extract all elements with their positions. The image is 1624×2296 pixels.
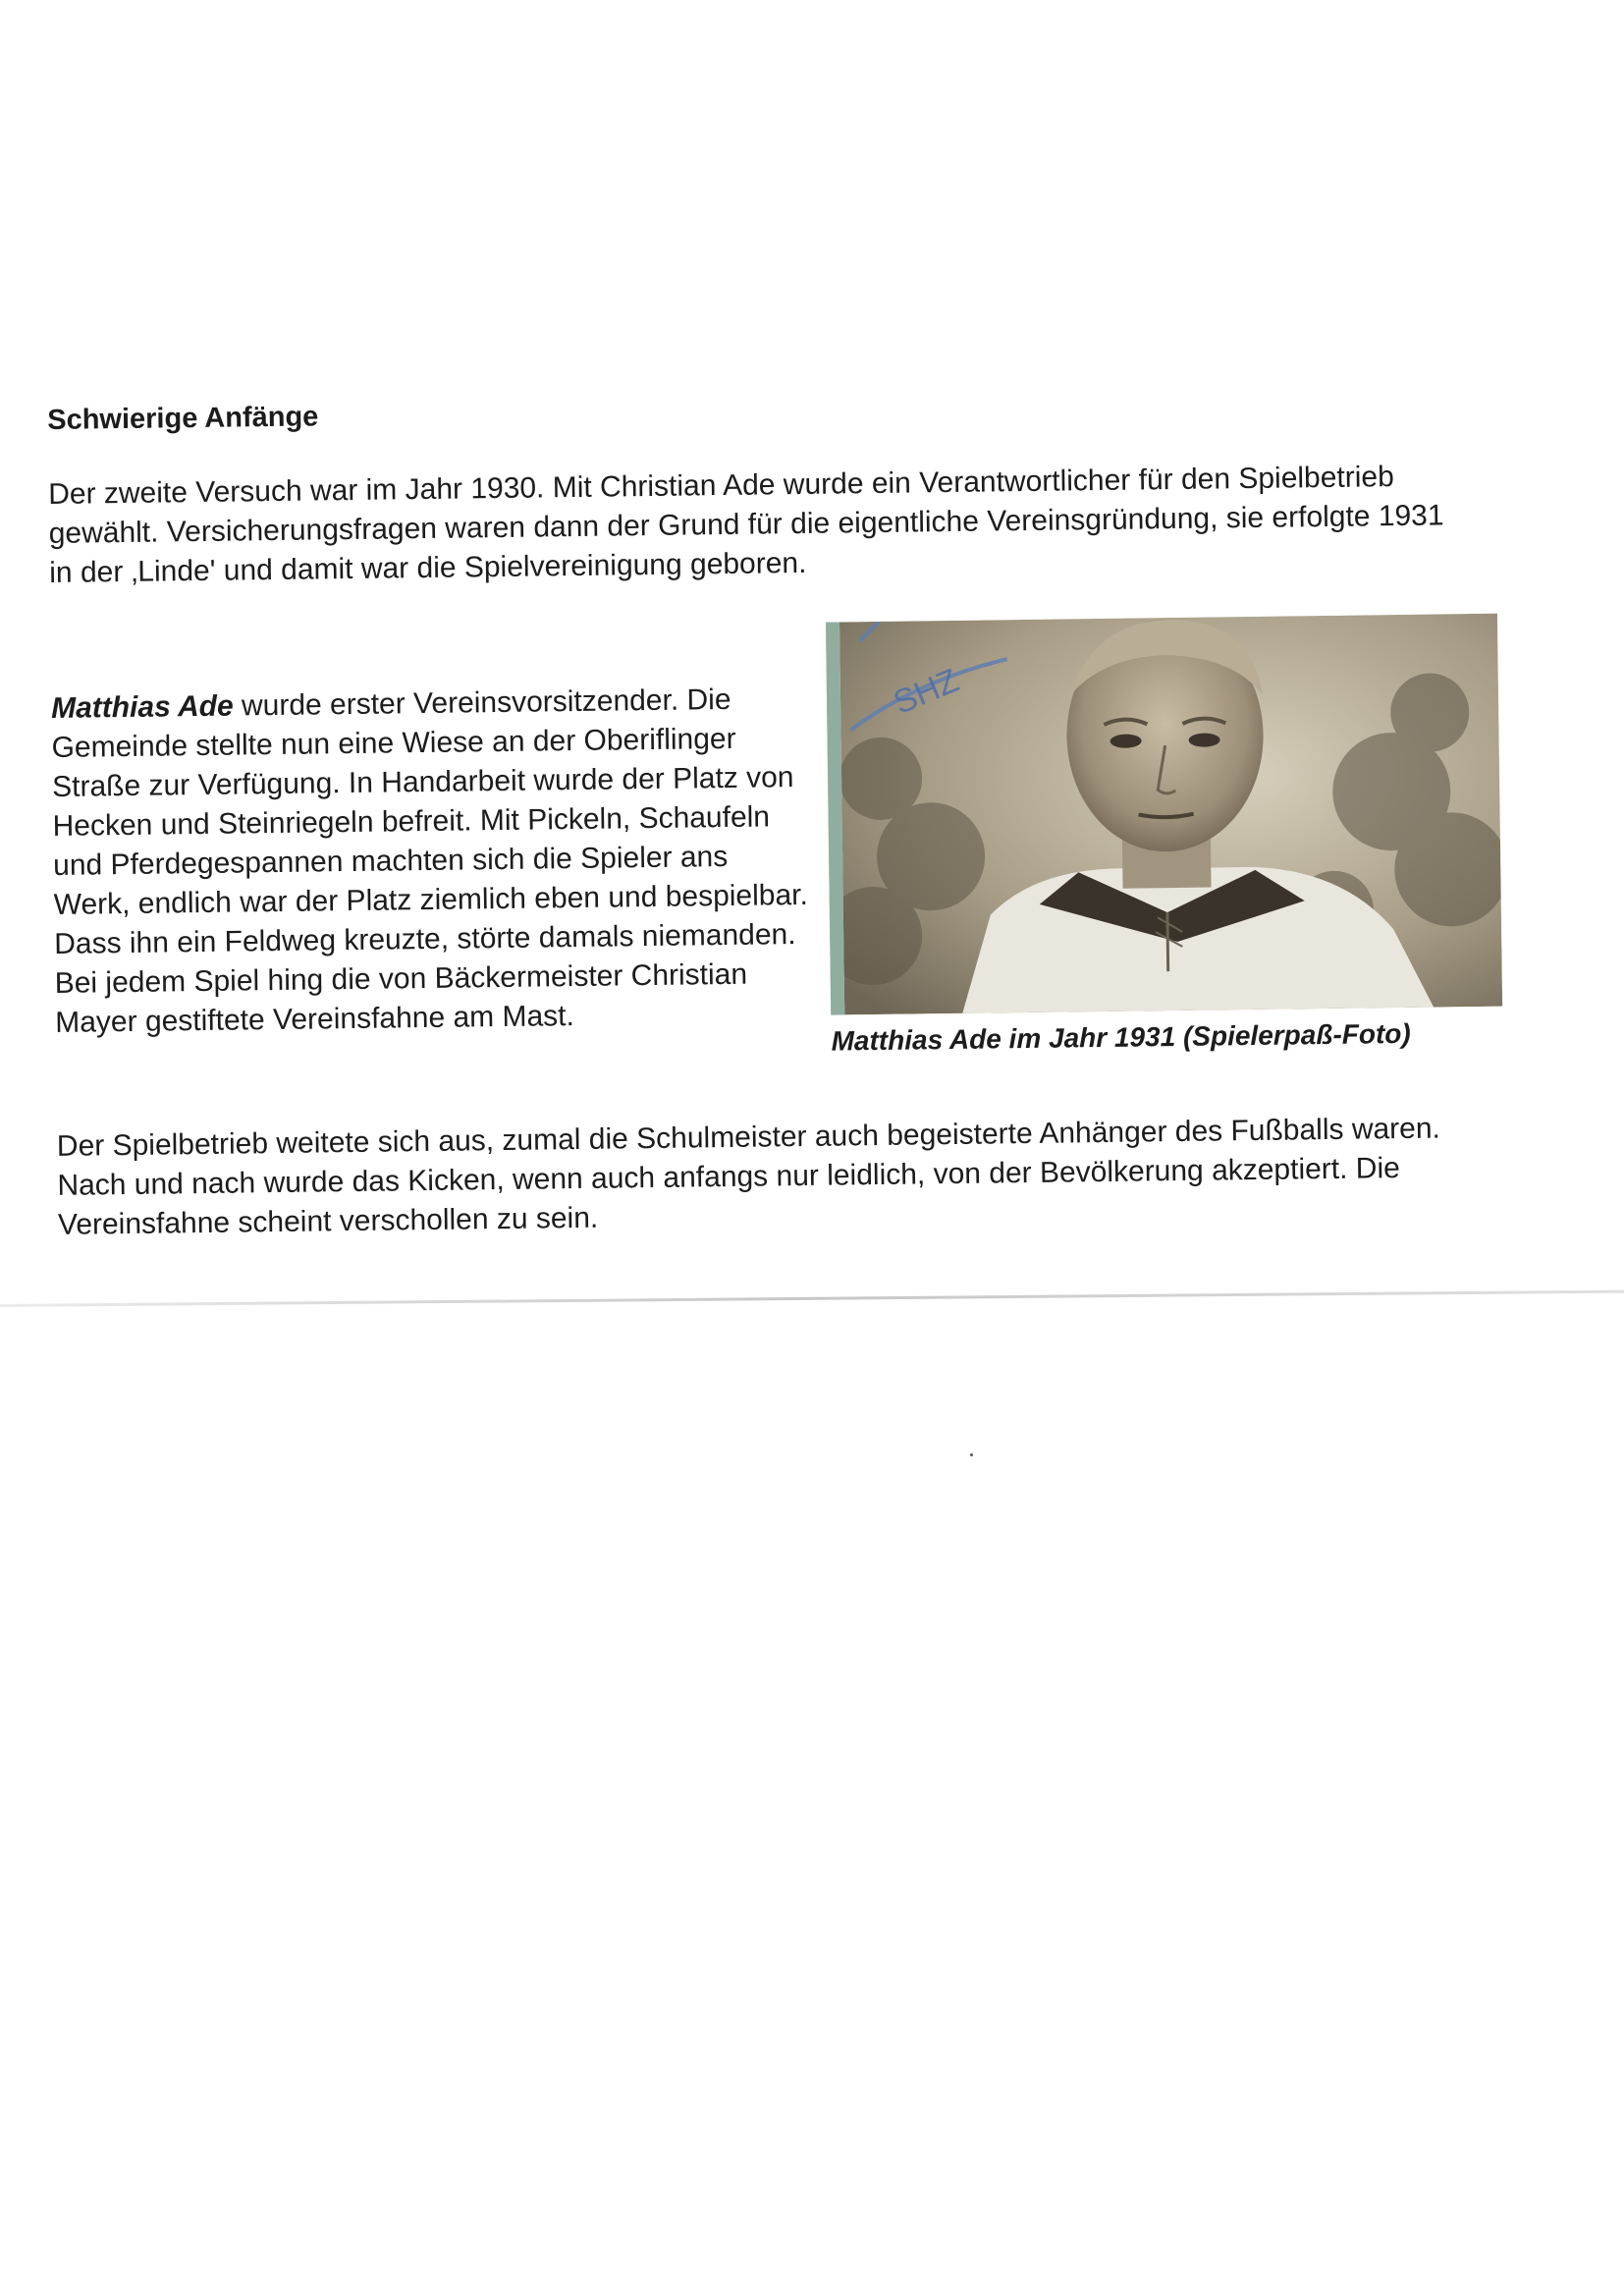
chairman-text: wurde erster Vereinsvorsitzender. Die Gemeinde stellte nun eine Wiese an der Oberiflinger Straße zur Verfügung. In Handarbeit wurde der Platz von Hecken und Steinriegeln befreit. Mit Pickeln, Schaufeln und Pferdegespannen machten sich die Spieler ans Werk, endlich war der Platz ziemlich eben und bespielbar. Dass ihn ein Feldweg kreuzte, störte damals niemanden. Bei jedem Spiel hing die von Bäckermeister Christian Mayer gestiftete Vereinsfahne am Mast. (51, 683, 809, 1039)
player-photo (826, 614, 1502, 1015)
section-heading: Schwierige Anfänge (47, 401, 319, 436)
scan-speck (970, 1453, 973, 1456)
stamp-text: SHZ (888, 661, 965, 723)
photo-figure (826, 614, 1509, 1059)
portrait-image (839, 614, 1502, 1015)
text-with-figure (50, 613, 1519, 1083)
article (47, 383, 1521, 1274)
scan-edge-line (0, 1290, 1624, 1307)
outro-paragraph: Der Spielbetrieb weitete sich aus, zumal die Schulmeister auch begeisterte Anhänger des Fußballs waren. Nach und nach wurde das Kicken, wenn auch anfangs nur leidlich, von der Bevölkerung akzeptiert. Die Vereinsfahne scheint verschollen zu sein. (56, 1112, 1441, 1241)
photo-caption: Matthias Ade im Jahr 1931 (Spielerpaß-Foto) (831, 1017, 1411, 1057)
chairman-name: Matthias Ade (50, 689, 234, 725)
intro-paragraph: Der zweite Versuch war im Jahr 1930. Mit Christian Ade wurde ein Verantwortlicher für den Spielbetrieb gewählt. Versicherungsfragen waren dann der Grund für die eigentliche Vereinsgründung, sie erfolgte 1931 in der ‚Linde' und damit war die Spielvereinigung geboren. (48, 461, 1444, 589)
chairman-paragraph (51, 680, 812, 1043)
